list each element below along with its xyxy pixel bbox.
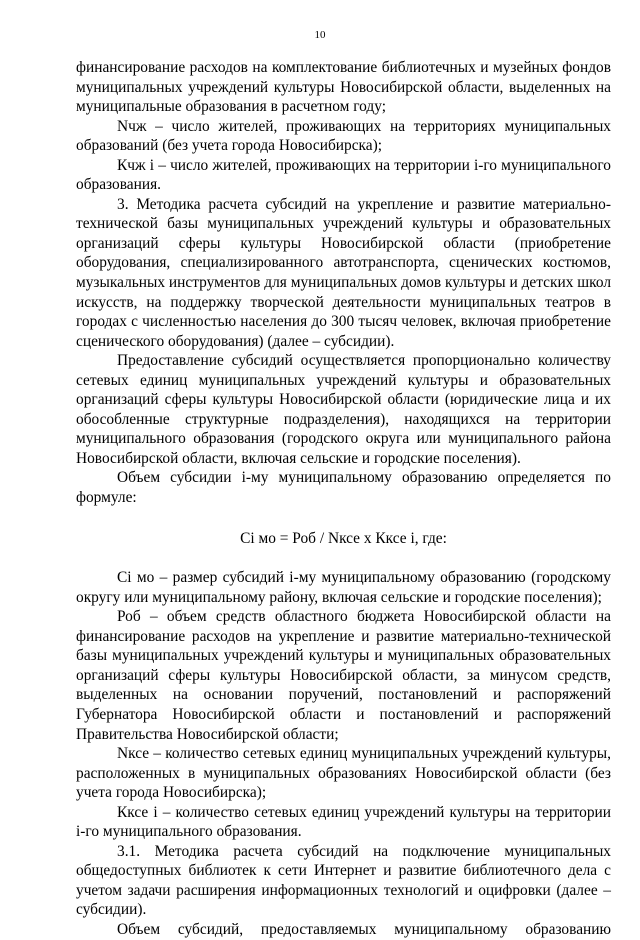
document-body: [76, 58, 611, 940]
paragraph: финансирование расходов на комплектование библиотечных и музейных фондов муниципальных учреждений культуры Новосибирской области, выделенных на муниципальные образования в расчетном году;: [76, 59, 611, 116]
formula: Ci мо = Роб / Nксе х Кксе i, где:: [240, 529, 447, 547]
section-heading-paragraph: 3. Методика расчета субсидий на укрепление и развитие материально-технической базы муниципальных учреждений культуры и образовательных организаций сферы культуры Новосибирской области (приобретение оборудования, специализированного автотранспорта, сценических костюмов, музыкальных инструментов для муниципальных домов культуры и детских школ искусств, на поддержку творческой деятельности муниципальных театров в городах с численностью населения до 300 тысяч человек, включая приобретение сценического оборудования) (далее – субсидии).: [76, 195, 611, 350]
page-number: 10: [314, 29, 326, 41]
definition-paragraph: Nксе – количество сетевых единиц муниципальных учреждений культуры, расположенных в муниципальных образованиях Новосибирской области (без учета города Новосибирска);: [76, 745, 611, 802]
definition-paragraph: Кксе i – количество сетевых единиц учреждений культуры на территории i-го муниципального образования.: [76, 803, 611, 841]
paragraph: Предоставление субсидий осуществляется пропорционально количеству сетевых единиц муниципальных учреждений культуры и образовательных организаций сферы культуры Новосибирской области (юридические лица и их обособленные структурные подразделения), находящихся на территории муниципального образования (городского округа или муниципального района Новосибирской области, включая сельские и городские поселения).: [76, 352, 611, 467]
paragraph: Nчж – число жителей, проживающих на территориях муниципальных образований (без учета города Новосибирска);: [76, 117, 611, 155]
paragraph: Кчж i – число жителей, проживающих на территории i-го муниципального образования.: [76, 156, 611, 194]
paragraph-continued: Объем субсидий, предоставляемых муниципальному образованию: [117, 920, 611, 938]
definition-paragraph: Роб – объем средств областного бюджета Новосибирской области на финансирование расходов на укрепление и развитие материально-технической базы муниципальных учреждений культуры и муниципальных образовательных организаций сферы культуры Новосибирской области, за минусом средств, выделенных на основании поручений, постановлений и распоряжений Губернатора Новосибирской области и постановлений и распоряжений Правительства Новосибирской области;: [76, 608, 611, 743]
definition-paragraph: Ci мо – размер субсидий i-му муниципальному образованию (городскому округу или муниципальному району, включая сельские и городские поселения);: [76, 569, 611, 606]
section-heading-paragraph: 3.1. Методика расчета субсидий на подключение муниципальных общедоступных библиотек к сети Интернет и развитие библиотечного дела с учетом задачи расширения информационных технологий и оцифровки (далее – субсидии).: [76, 842, 611, 919]
paragraph: Объем субсидии i-му муниципальному образованию определяется по формуле:: [76, 469, 611, 507]
